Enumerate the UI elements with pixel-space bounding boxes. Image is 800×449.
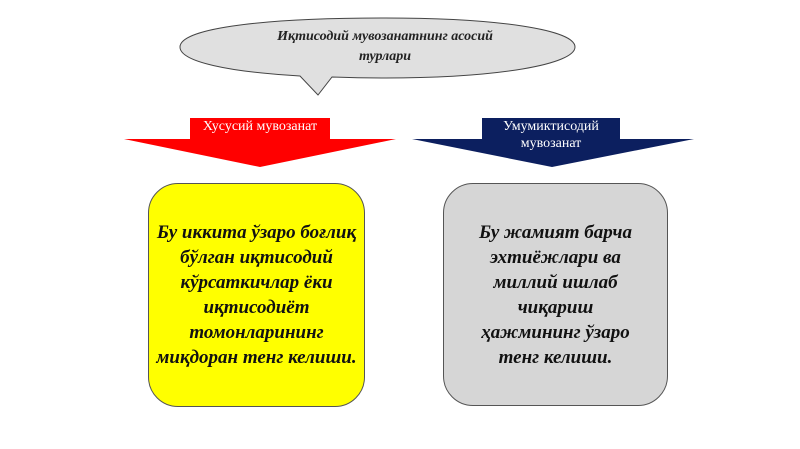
left-description-text: Бу иккита ўзаро боғлиқ бўлган иқтисодий кўрсаткичлар ёки иқтисодиёт томонларининг миқдоран тенг келиши.: [156, 222, 357, 368]
right-description-text: Бу жамият барча эхтиёжлари ва миллий ишлаб чиқариш ҳажмининг ўзаро тенг келиши.: [479, 221, 632, 368]
left-arrow-label: Хусусий мувозанат: [202, 119, 318, 134]
right-description-box: [443, 183, 668, 406]
left-description-box: [148, 183, 365, 407]
right-arrow-label: Умумиктисодий мувозанат: [503, 119, 599, 151]
diagram-title: Иқтисодий мувозанатнинг асосий турлари: [277, 29, 493, 64]
